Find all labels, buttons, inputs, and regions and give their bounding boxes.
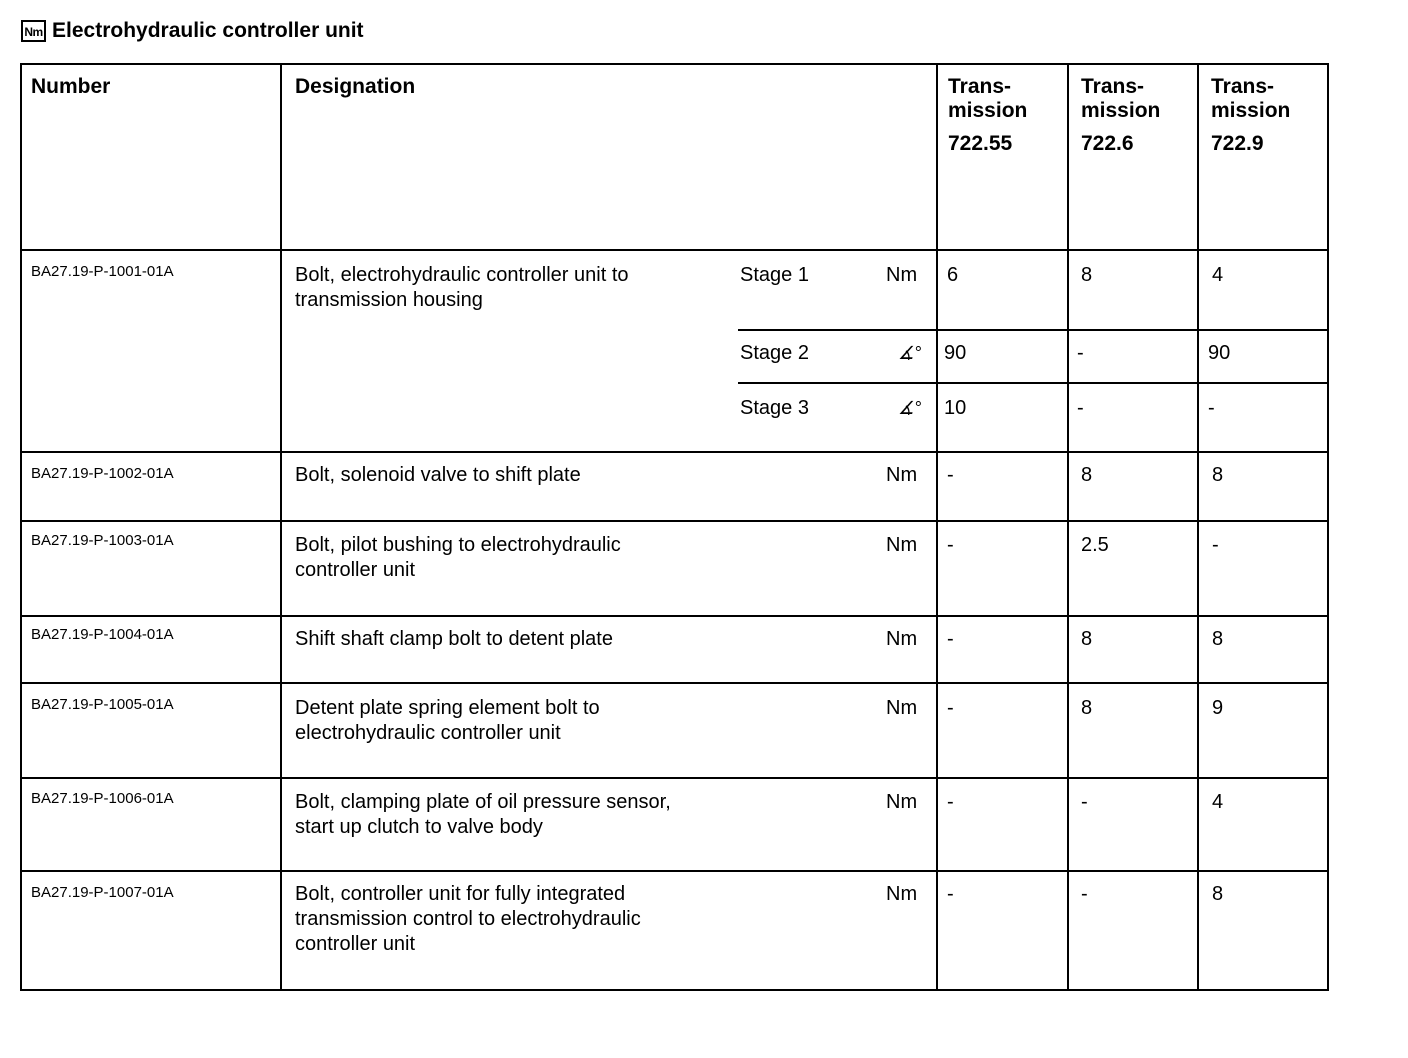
value-722-9: 4 xyxy=(1212,791,1224,813)
header-transmission-722-55: Trans- mission 722.55 xyxy=(948,75,1028,155)
unit-nm: Nm xyxy=(886,534,918,556)
header-transmission-722-9: Trans- mission 722.9 xyxy=(1211,75,1291,155)
row-designation: Bolt, solenoid valve to shift plate xyxy=(295,464,581,486)
table-bottom-border xyxy=(20,989,1329,991)
value-722-55: - xyxy=(947,697,954,719)
row-divider xyxy=(20,520,1329,522)
value-722-6: - xyxy=(1077,342,1084,364)
value-722-55: - xyxy=(947,883,954,905)
value-722-6: 8 xyxy=(1081,628,1093,650)
header-designation: Designation xyxy=(295,75,416,98)
value-722-6: 8 xyxy=(1081,264,1093,286)
value-722-6: 8 xyxy=(1081,464,1093,486)
value-722-9: - xyxy=(1212,534,1219,556)
row-divider xyxy=(20,870,1329,872)
value-722-6: 8 xyxy=(1081,697,1093,719)
page-title-text: Electrohydraulic controller unit xyxy=(52,19,364,42)
unit-nm: Nm xyxy=(886,883,918,905)
value-722-9: 4 xyxy=(1212,264,1224,286)
value-722-55: - xyxy=(947,791,954,813)
stage-divider xyxy=(738,329,1329,331)
header-bottom-border xyxy=(20,249,1329,251)
row-number: BA27.19-P-1007-01A xyxy=(31,884,174,901)
row-designation: Bolt, controller unit for fully integrated transmission control to electrohydraulic controller unit xyxy=(295,883,641,955)
table-left-border xyxy=(20,63,22,991)
table-right-border xyxy=(1327,63,1329,991)
row-divider xyxy=(20,682,1329,684)
row-number: BA27.19-P-1006-01A xyxy=(31,790,174,807)
unit-nm: Nm xyxy=(886,264,918,286)
torque-nm-icon: Nm xyxy=(21,20,46,42)
row-number: BA27.19-P-1004-01A xyxy=(31,626,174,643)
row-divider xyxy=(20,777,1329,779)
unit-nm: Nm xyxy=(886,464,918,486)
value-722-6: - xyxy=(1081,883,1088,905)
row-designation: Bolt, clamping plate of oil pressure sensor, start up clutch to valve body xyxy=(295,791,671,838)
row-designation: Shift shaft clamp bolt to detent plate xyxy=(295,628,613,650)
row-designation: Bolt, electrohydraulic controller unit to transmission housing xyxy=(295,264,629,311)
header-number: Number xyxy=(31,75,111,98)
unit-nm: Nm xyxy=(886,791,918,813)
row-divider xyxy=(20,615,1329,617)
stage-label: Stage 3 xyxy=(740,397,809,419)
row-number: BA27.19-P-1002-01A xyxy=(31,465,174,482)
value-722-9: 8 xyxy=(1212,464,1224,486)
unit-nm: Nm xyxy=(886,697,918,719)
angle-degree-icon: ∡° xyxy=(898,343,922,363)
value-722-55: - xyxy=(947,628,954,650)
header-transmission-722-6: Trans- mission 722.6 xyxy=(1081,75,1161,155)
value-722-55: 90 xyxy=(944,342,967,364)
value-722-9: 90 xyxy=(1208,342,1231,364)
value-722-55: - xyxy=(947,464,954,486)
column-divider xyxy=(1067,63,1069,991)
value-722-9: - xyxy=(1208,397,1215,419)
value-722-6: 2.5 xyxy=(1081,534,1109,556)
row-designation: Bolt, pilot bushing to electrohydraulic controller unit xyxy=(295,534,621,581)
unit-nm: Nm xyxy=(886,628,918,650)
stage-divider xyxy=(738,382,1329,384)
row-designation: Detent plate spring element bolt to electrohydraulic controller unit xyxy=(295,697,600,744)
value-722-9: 8 xyxy=(1212,883,1224,905)
row-number: BA27.19-P-1001-01A xyxy=(31,263,174,280)
angle-degree-icon: ∡° xyxy=(898,398,922,418)
row-number: BA27.19-P-1005-01A xyxy=(31,696,174,713)
column-divider xyxy=(1197,63,1199,991)
value-722-55: 6 xyxy=(947,264,959,286)
stage-label: Stage 1 xyxy=(740,264,809,286)
value-722-6: - xyxy=(1081,791,1088,813)
value-722-6: - xyxy=(1077,397,1084,419)
value-722-55: 10 xyxy=(944,397,967,419)
value-722-9: 9 xyxy=(1212,697,1224,719)
table-top-border xyxy=(20,63,1329,65)
value-722-55: - xyxy=(947,534,954,556)
column-divider xyxy=(936,63,938,991)
value-722-9: 8 xyxy=(1212,628,1224,650)
row-number: BA27.19-P-1003-01A xyxy=(31,532,174,549)
column-divider xyxy=(280,63,282,991)
stage-label: Stage 2 xyxy=(740,342,809,364)
row-divider xyxy=(20,451,1329,453)
